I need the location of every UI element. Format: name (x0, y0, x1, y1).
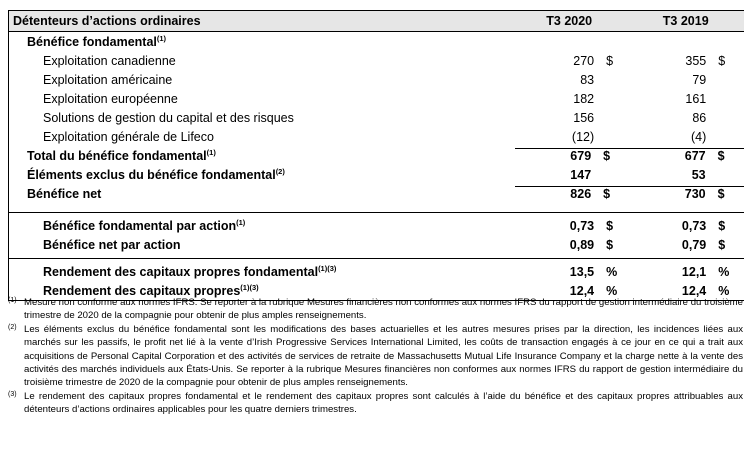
value-2019: 677 (630, 148, 706, 163)
row-label: Rendement des capitaux propres (43, 283, 241, 298)
footnote-number: (2) (8, 323, 17, 331)
value-2019: 53 (691, 167, 706, 182)
table-header (9, 11, 744, 32)
unit-2019: $ (718, 237, 726, 252)
row-label: Bénéfice net par action (43, 237, 181, 252)
row-label: Rendement des capitaux propres fondamental (43, 264, 319, 279)
unit-2020: % (606, 283, 618, 298)
footnote-1 (8, 296, 743, 323)
header-title: Détenteurs d’actions ordinaires (13, 14, 201, 28)
unit-2019: $ (718, 53, 726, 68)
footnote-2 (8, 323, 743, 390)
row-label: Bénéfice fondamental par action (43, 218, 237, 233)
footnote-3 (8, 390, 743, 417)
table-row-net (9, 184, 744, 203)
header-col-t3-2019: T3 2019 (662, 14, 709, 28)
table-row-canada (9, 51, 744, 70)
table-row-usa (9, 70, 744, 89)
unit-2020: % (606, 264, 618, 279)
table-row-lifeco (9, 127, 744, 146)
section-benefice-fondamental (9, 32, 744, 51)
value-2019: 355 (685, 53, 707, 68)
value-2019: (4) (690, 129, 707, 144)
value-2020: 0,89 (569, 237, 595, 252)
value-2020: 826 (515, 186, 591, 201)
table-row-total (9, 146, 744, 165)
value-2019: 0,73 (681, 218, 707, 233)
unit-2019: $ (706, 186, 744, 201)
footnotes (8, 296, 743, 417)
table-row-europe (9, 89, 744, 108)
footnote-ref: (1)(3) (318, 263, 337, 273)
unit-2019: $ (706, 148, 744, 163)
footnote-ref: (1) (206, 147, 216, 157)
section-divider (9, 254, 744, 259)
table-row-bnpa (9, 235, 744, 254)
value-2020: 679 (515, 148, 591, 163)
value-2020: 156 (573, 110, 595, 125)
row-label: Exploitation canadienne (43, 53, 176, 68)
value-2020: 182 (573, 91, 595, 106)
unit-2020: $ (606, 237, 614, 252)
row-label: Total du bénéfice fondamental (27, 148, 207, 163)
footnote-text: Le rendement des capitaux propres fondamental et le rendement des capitaux propres sont calculés à l’aide du bénéfice et des capitaux propres attribuables aux détenteurs d’actions ordinaires applicables pour les quatre derniers trimestres. (24, 390, 743, 416)
footnote-text: Les éléments exclus du bénéfice fondamental sont les modifications des bases actuarielles et les autres mesures prises par la direction, les incidences liées aux marchés sur les passifs, le profit net lié à la vente d’Irish Progressive Services International Limited, les coûts de transaction engagés à ce jour en ce qui a trait aux acquisitions de Personal Capital Corporation et des activités de services de retraite de Massachusetts Mutual Life Insurance Company et la charge nette à la vente des activités des marchés individuels aux États-Unis. Se reporter à la rubrique Mesures financières non conformes aux normes IFRS du rapport de gestion intermédiaire du troisième trimestre de 2020 de la compagnie pour obtenir de plus amples renseignements. (24, 323, 743, 389)
value-2020: 12,4 (569, 283, 595, 298)
header-col-t3-2020: T3 2020 (546, 14, 593, 28)
value-2019: 730 (630, 186, 706, 201)
footnote-text: Mesure non conforme aux normes IFRS. Se reporter à la rubrique Mesures financières non conformes aux normes IFRS du rapport de gestion intermédiaire du troisième trimestre de 2020 de la compagnie pour obtenir de plus amples renseignements. (24, 297, 743, 322)
row-label: Exploitation américaine (43, 72, 173, 87)
table-row-risk (9, 108, 744, 127)
value-2019: 12,1 (681, 264, 707, 279)
value-2020: 147 (570, 167, 592, 182)
value-2019: 0,79 (681, 237, 707, 252)
unit-2020: $ (591, 186, 629, 201)
footnote-ref: (1) (156, 33, 167, 43)
unit-2020: $ (606, 218, 614, 233)
section-divider (9, 203, 744, 213)
value-2020: 13,5 (569, 264, 595, 279)
value-2019: 79 (692, 72, 707, 87)
table-row-rcpf (9, 262, 744, 281)
table-row-excluded (9, 165, 744, 184)
footnote-ref: (1)(3) (240, 282, 259, 292)
row-label: Exploitation européenne (43, 91, 178, 106)
value-2019: 12,4 (681, 283, 707, 298)
footnote-number: (1) (8, 297, 17, 304)
row-label: Bénéfice net (27, 186, 102, 201)
row-label: Solutions de gestion du capital et des risques (43, 110, 294, 125)
value-2020: 83 (580, 72, 595, 87)
unit-2020: $ (591, 148, 629, 163)
value-2020: (12) (571, 129, 595, 144)
section-label: Bénéfice fondamental (27, 34, 157, 49)
footnote-ref: (2) (275, 166, 285, 176)
row-label: Exploitation générale de Lifeco (43, 129, 214, 144)
row-label: Éléments exclus du bénéfice fondamental (27, 167, 276, 182)
value-2019: 86 (692, 110, 707, 125)
value-2020: 0,73 (569, 218, 595, 233)
financial-table (8, 10, 744, 301)
value-2019: 161 (685, 91, 707, 106)
table-row-bfpa (9, 216, 744, 235)
unit-2020: $ (606, 53, 614, 68)
unit-2019: % (718, 264, 730, 279)
footnote-ref: (1) (236, 217, 246, 227)
value-2020: 270 (573, 53, 595, 68)
footnote-number: (3) (8, 390, 17, 398)
unit-2019: % (718, 283, 730, 298)
unit-2019: $ (718, 218, 726, 233)
